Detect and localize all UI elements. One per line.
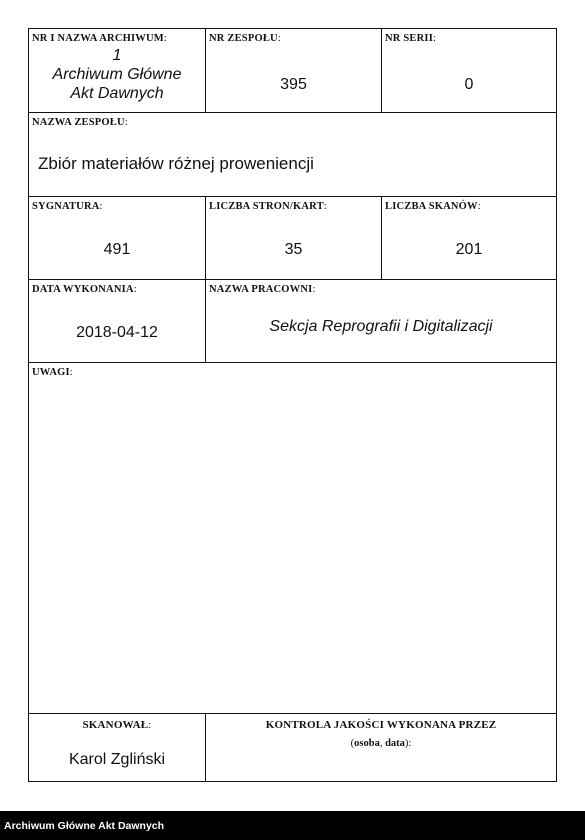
quality-control-date-label: data bbox=[385, 738, 405, 749]
signature-cell bbox=[29, 197, 206, 280]
notes-cell bbox=[29, 363, 556, 714]
date-done-label: DATA WYKONANIA bbox=[32, 284, 134, 295]
archive-label: NR I NAZWA ARCHIWUM bbox=[32, 33, 164, 44]
quality-control-label: KONTROLA JAKOŚCI WYKONANA PRZEZ bbox=[265, 719, 497, 731]
archive-label-colon: : bbox=[163, 33, 167, 44]
notes-label-colon: : bbox=[69, 367, 73, 378]
workshop-label-colon: : bbox=[312, 284, 316, 295]
fonds-number-label-colon: : bbox=[277, 33, 281, 44]
pages-count-value: 35 bbox=[284, 241, 303, 258]
pages-count-label: LICZBA STRON/KART bbox=[209, 201, 324, 212]
scans-count-label: LICZBA SKANÓW bbox=[385, 201, 478, 212]
signature-label-colon: : bbox=[99, 201, 103, 212]
archive-number: 1 bbox=[112, 47, 122, 64]
fonds-number-cell bbox=[206, 29, 382, 113]
scanned-by-label: SKANOWAŁ bbox=[82, 719, 149, 731]
quality-control-person-label: osoba bbox=[354, 738, 380, 749]
workshop-label: NAZWA PRACOWNI bbox=[209, 284, 313, 295]
series-number-value: 0 bbox=[464, 76, 474, 93]
date-done-cell bbox=[29, 280, 206, 363]
pages-count-label-colon: : bbox=[323, 201, 327, 212]
scans-count-cell bbox=[382, 197, 556, 280]
quality-control-sublabel: (osoba, data): bbox=[350, 738, 412, 749]
signature-label: SYGNATURA bbox=[32, 201, 100, 212]
scanned-by-value: Karol Zgliński bbox=[68, 751, 166, 768]
series-number-label: NR SERII bbox=[385, 33, 433, 44]
archive-value bbox=[29, 46, 205, 103]
fonds-name-cell bbox=[29, 113, 556, 197]
series-number-label-colon: : bbox=[433, 33, 437, 44]
footer-bar bbox=[0, 811, 585, 840]
fonds-number-label: NR ZESPOŁU bbox=[209, 33, 278, 44]
archive-name-line2: Akt Dawnych bbox=[70, 85, 164, 102]
archive-name-line1: Archiwum Główne bbox=[52, 66, 182, 83]
pages-count-cell bbox=[206, 197, 382, 280]
quality-control-cell bbox=[206, 714, 556, 781]
footer-text: Archiwum Główne Akt Dawnych bbox=[4, 820, 165, 832]
workshop-cell bbox=[206, 280, 556, 363]
fonds-name-label: NAZWA ZESPOŁU bbox=[32, 117, 125, 128]
date-done-label-colon: : bbox=[133, 284, 137, 295]
date-done-value: 2018-04-12 bbox=[76, 324, 158, 341]
scanned-by-label-colon: : bbox=[148, 719, 152, 731]
archive-cell bbox=[29, 29, 206, 113]
fonds-number-value: 395 bbox=[280, 76, 307, 93]
notes-label: UWAGI bbox=[32, 367, 70, 378]
workshop-value: Sekcja Reprografii i Digitalizacji bbox=[269, 318, 493, 335]
series-number-cell bbox=[382, 29, 556, 113]
fonds-name-label-colon: : bbox=[124, 117, 128, 128]
fonds-name-value: Zbiór materiałów różnej proweniencji bbox=[38, 154, 314, 173]
scans-count-label-colon: : bbox=[477, 201, 481, 212]
metadata-sheet bbox=[28, 28, 557, 782]
signature-value: 491 bbox=[103, 241, 131, 258]
scanned-by-cell bbox=[29, 714, 206, 781]
scans-count-value: 201 bbox=[455, 241, 483, 258]
